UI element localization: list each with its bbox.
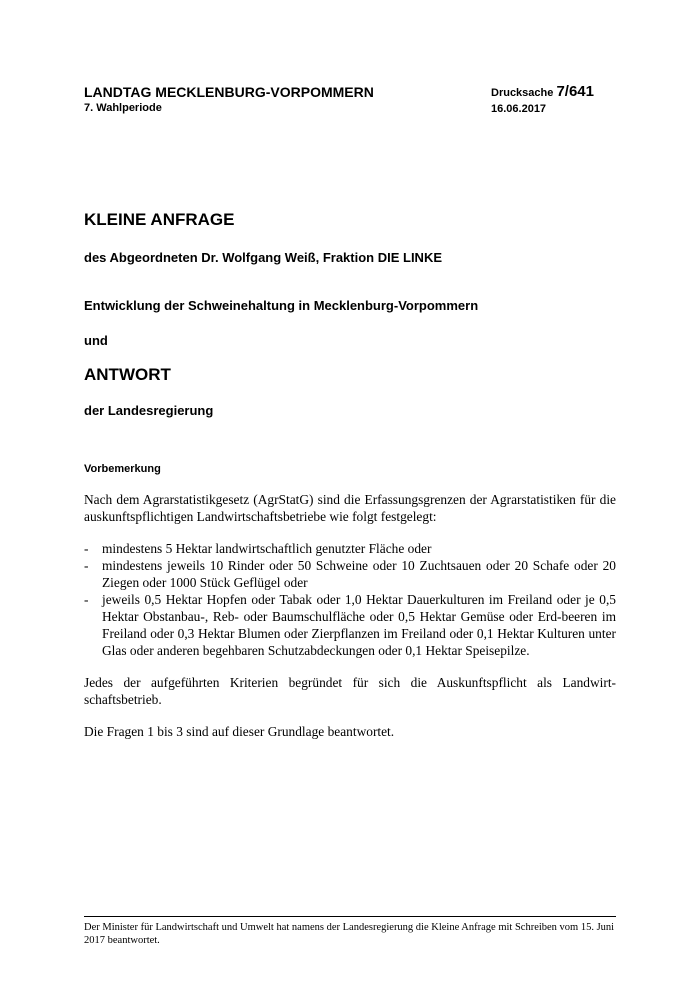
section-heading: Vorbemerkung — [84, 463, 161, 475]
conjunction-label: und — [84, 333, 108, 348]
drucksache-label: Drucksache — [491, 87, 557, 99]
intro-paragraph: Nach dem Agrarstatistikgesetz (AgrStatG) sind die Erfassungsgrenzen der Agrarstatistiken für die auskunftspflichtigen Landwirtschaftsbetriebe wie folgt festgelegt: — [84, 492, 616, 524]
answer-heading: ANTWORT — [84, 365, 171, 384]
list-item — [84, 591, 616, 659]
legislative-period: 7. Wahlperiode — [84, 102, 162, 114]
drucksache-line — [491, 84, 594, 101]
list-dash: - — [84, 541, 89, 556]
criteria-list — [84, 540, 616, 659]
drucksache-number: 7/641 — [556, 83, 594, 100]
list-dash: - — [84, 558, 89, 573]
document-header-right — [491, 84, 594, 116]
list-item — [84, 557, 616, 591]
list-item-text: mindestens 5 Hektar landwirtschaftlich genutzter Fläche oder — [102, 541, 432, 556]
list-dash: - — [84, 592, 89, 607]
document-header-left — [84, 84, 374, 115]
footnote-divider — [84, 916, 616, 917]
list-item-text: jeweils 0,5 Hektar Hopfen oder Tabak oder 1,0 Hektar Dauerkulturen im Freiland oder je 0,5 Hektar Obstanbau-, Reb- oder Baumschulfläche oder 0,5 Hektar Gemüse oder Erd-beeren im Freiland oder 0,3 Hektar Blumen oder Zierpflanzen im Freiland oder 0,1 Hektar Kulturen unter Glas oder anderen begehbaren Schutzabdeckungen oder 0,1 Hektar Speisepilze. — [102, 592, 616, 658]
criteria-note-paragraph: Jedes der aufgeführten Kriterien begründet für sich die Auskunftspflicht als Landwirt-schaftsbetrieb. — [84, 675, 616, 707]
author-line: des Abgeordneten Dr. Wolfgang Weiß, Fraktion DIE LINKE — [84, 250, 443, 265]
document-type-heading: KLEINE ANFRAGE — [84, 210, 235, 229]
list-item — [84, 540, 616, 557]
document-body — [84, 491, 616, 740]
document-date: 16.06.2017 — [491, 103, 547, 115]
responder-line: der Landesregierung — [84, 403, 214, 418]
list-item-text: mindestens jeweils 10 Rinder oder 50 Schweine oder 10 Zuchtsauen oder 20 Schafe oder 20 Ziegen oder 1000 Stück Geflügel oder — [102, 558, 616, 590]
footnote: Der Minister für Landwirtschaft und Umwelt hat namens der Landesregierung die Kleine Anfrage mit Schreiben vom 15. Juni 2017 beantwortet. — [84, 922, 615, 946]
questions-note-paragraph: Die Fragen 1 bis 3 sind auf dieser Grundlage beantwortet. — [84, 724, 395, 739]
subject-title: Entwicklung der Schweinehaltung in Mecklenburg-Vorpommern — [84, 298, 479, 313]
parliament-name: LANDTAG MECKLENBURG-VORPOMMERN — [84, 84, 374, 100]
